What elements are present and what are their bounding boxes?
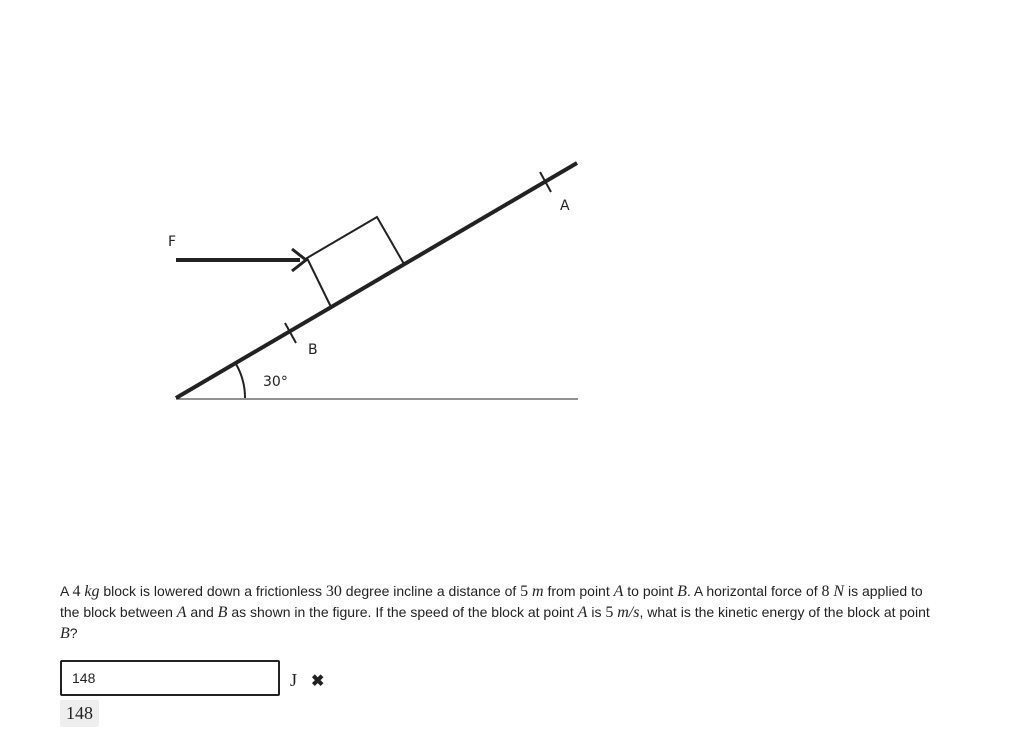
answer-preview: 148: [60, 700, 99, 727]
label-A: A: [560, 198, 570, 214]
incorrect-x-icon: ✖: [311, 673, 325, 690]
label-B: B: [308, 342, 318, 358]
label-angle: 30°: [263, 374, 288, 390]
block: [307, 217, 404, 307]
answer-input[interactable]: 148: [60, 660, 280, 696]
question-text: A 4 kg block is lowered down a frictionless 30 degree incline a distance of 5 m from point A to point B. A horizontal force of 8 N is applied to the block between A and B as shown in the figure. If the speed of the block at point A is 5 m/s, what is the kinetic energy of the block at point B?: [60, 583, 930, 642]
angle-arc: [236, 364, 245, 398]
label-F: F: [168, 234, 177, 250]
unit-label: J: [290, 670, 298, 690]
